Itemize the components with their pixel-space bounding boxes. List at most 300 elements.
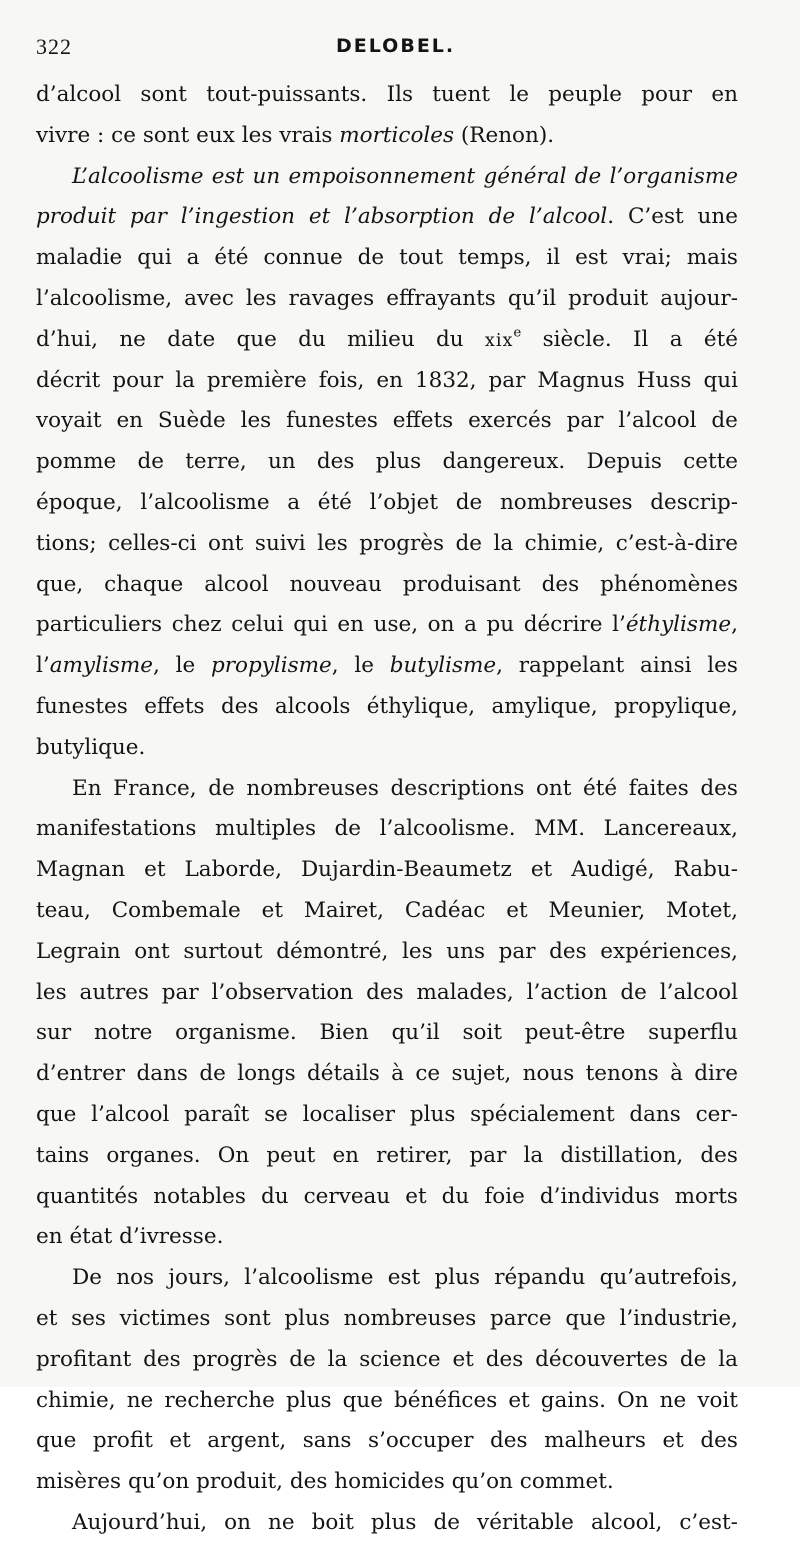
word: décrire (523, 612, 603, 638)
word: les (241, 122, 273, 148)
word: le (509, 82, 529, 107)
text-line (36, 1340, 738, 1381)
word: de (455, 530, 483, 556)
word: profitant (36, 1346, 132, 1372)
word: c’est-à-dire (615, 530, 738, 556)
word: de (711, 408, 738, 434)
word: l’ingestion (180, 204, 295, 230)
text-line (36, 1013, 738, 1054)
word: sujet, (451, 1061, 512, 1087)
word: de (620, 979, 647, 1005)
word: des (143, 1346, 181, 1372)
word: victimes (119, 1305, 211, 1331)
word: longs (237, 1061, 296, 1087)
word: gains. (540, 1387, 606, 1413)
word: vivre (36, 122, 91, 148)
word: en (36, 1224, 63, 1250)
text-line (36, 728, 738, 769)
word: qu’on (127, 1469, 190, 1495)
word: parce (490, 1305, 552, 1331)
word: que (36, 1101, 77, 1127)
word: Audigé, (571, 857, 655, 883)
word: plus (285, 1387, 332, 1413)
word: et (405, 1183, 427, 1209)
word: des (220, 693, 259, 719)
word: on (427, 612, 455, 638)
word: quantités (36, 1183, 139, 1209)
word: des (700, 1142, 738, 1168)
word: l’alcoolisme (244, 1265, 374, 1291)
word: ainsi (640, 653, 692, 679)
word: butylique. (36, 734, 146, 760)
word: plus (375, 449, 422, 475)
word: que (342, 1387, 383, 1413)
word: les (245, 285, 277, 311)
text-line (36, 1299, 738, 1340)
word: produit, (196, 1469, 284, 1495)
word: l’alcoolisme, (36, 285, 173, 311)
word: l’action (526, 979, 608, 1005)
word: d’hui, (36, 326, 99, 352)
word: l’organisme (609, 163, 738, 189)
text-line (36, 1462, 738, 1503)
word: l’objet (369, 489, 439, 515)
word: alcools (274, 693, 351, 719)
word: tains (36, 1142, 90, 1168)
word: Dujardin-Beaumetz (300, 857, 512, 883)
word: la (327, 1346, 348, 1372)
word: par (130, 204, 167, 230)
word: des (490, 1428, 528, 1454)
text-line (36, 401, 738, 442)
word: des (485, 1346, 524, 1372)
word: ont (535, 775, 572, 801)
word: dans (136, 1061, 188, 1087)
word: Depuis (586, 449, 662, 475)
word: et (530, 857, 553, 883)
word: tuent (432, 82, 490, 107)
word: sont (224, 1305, 271, 1331)
word: amylique, (491, 693, 598, 719)
word: qu’il (391, 1020, 440, 1046)
word: des (366, 979, 404, 1005)
word: notre (93, 1020, 153, 1046)
word: plus (284, 1305, 330, 1331)
word: peuple (548, 82, 622, 107)
word: à (670, 1061, 683, 1087)
word: nombreuses (499, 489, 633, 515)
word: suivi (254, 530, 306, 556)
word: temps, (458, 245, 532, 271)
word: et (36, 1305, 58, 1331)
text-line (36, 973, 738, 1014)
word: empoisonnement (288, 163, 476, 189)
word: effrayants (386, 285, 496, 311)
word: des (541, 571, 580, 597)
page-number: 322 (36, 34, 72, 59)
word: et (662, 1428, 684, 1454)
word: xix$^e$ (484, 325, 522, 351)
word: argent, (207, 1428, 287, 1454)
text-line (36, 1177, 738, 1218)
word: funestes (36, 693, 128, 719)
word: que (36, 1428, 77, 1454)
word: chez (171, 612, 222, 638)
word: de (433, 1509, 460, 1535)
word: de (488, 204, 516, 230)
word: de (679, 1346, 707, 1372)
word: d’individus (539, 1183, 660, 1209)
word: spécialement (470, 1101, 615, 1127)
word: De (72, 1265, 102, 1291)
text-line (36, 809, 738, 850)
word: d’alcool (36, 82, 122, 107)
word: qui (293, 612, 328, 638)
word: de (199, 1061, 226, 1087)
word: voyait (36, 408, 102, 434)
word: superflu (648, 1020, 738, 1046)
word: effets (144, 693, 205, 719)
word: en (332, 1142, 360, 1168)
word: été (583, 775, 618, 801)
word: été (317, 489, 352, 515)
word: de (208, 775, 235, 801)
word: de (137, 449, 164, 475)
word: ce (111, 122, 136, 148)
body-text (36, 75, 738, 1544)
text-line (36, 687, 738, 728)
word: ce (415, 1061, 441, 1087)
word: peut (266, 1142, 316, 1168)
word: à (391, 1061, 404, 1087)
word: véritable (477, 1509, 574, 1535)
word: l’alcool (659, 979, 738, 1005)
word: par (161, 979, 199, 1005)
word: des (289, 1469, 328, 1495)
word: le (354, 653, 375, 679)
word: nos (116, 1265, 155, 1291)
word: du (260, 1183, 289, 1209)
word: en (116, 408, 144, 434)
word: Il (633, 326, 649, 352)
word: ravages (288, 285, 375, 311)
word: vrais (279, 122, 333, 148)
text-line (36, 524, 738, 565)
word: notables (153, 1183, 246, 1209)
word: la (175, 367, 195, 393)
word: et (144, 857, 166, 883)
word: c’est- (679, 1509, 738, 1535)
word: a (464, 612, 477, 638)
text-line (36, 75, 738, 116)
word: nombreuses (343, 1305, 477, 1331)
text-line (36, 605, 738, 646)
word: (Renon). (460, 122, 555, 148)
word: pour (641, 82, 693, 107)
word: a (669, 326, 683, 352)
word: funestes (286, 408, 378, 434)
word: L’alcoolisme (72, 163, 204, 189)
word: siècle. (542, 326, 612, 352)
word: l’alcool. (529, 204, 615, 230)
word: dans (629, 1101, 681, 1127)
word: Legrain (36, 938, 121, 964)
word: par (498, 938, 536, 964)
word: par (469, 1142, 507, 1168)
word: et (169, 1428, 191, 1454)
word: se (264, 1101, 288, 1127)
word: par (566, 408, 604, 434)
word: aujour- (660, 285, 738, 311)
word: été (214, 245, 249, 271)
word: On (617, 1387, 649, 1413)
word: sont (140, 82, 187, 107)
word: Cadéac (404, 897, 486, 923)
word: du (298, 326, 326, 352)
word: 1832, (414, 367, 477, 393)
text-line (36, 442, 738, 483)
word: descriptions (390, 775, 525, 801)
text-line (36, 1217, 738, 1258)
word: Combemale (111, 897, 241, 923)
text-line (36, 646, 738, 687)
page-header (36, 30, 760, 64)
word: Laborde, (184, 857, 282, 883)
word: descrip- (650, 489, 738, 515)
text-line (36, 197, 738, 238)
word: le (175, 653, 196, 679)
word: tions; (36, 530, 97, 556)
text-line (36, 116, 738, 157)
word: plus (409, 1101, 456, 1127)
word: la (493, 530, 514, 556)
word: malades, (416, 979, 514, 1005)
word: paraît (184, 1101, 250, 1127)
word: science (359, 1346, 441, 1372)
word: expériences, (600, 938, 738, 964)
word: et (308, 204, 331, 230)
word: et (452, 1346, 474, 1372)
running-head: DELOBEL. (336, 35, 456, 57)
word: une (697, 204, 738, 230)
word: pour (112, 367, 164, 393)
word: milieu (347, 326, 415, 352)
word: dangereux. (442, 449, 566, 475)
word: progrès (359, 530, 445, 556)
word: l’alcool (618, 408, 697, 434)
word: nouveau (289, 571, 382, 597)
word: ont (208, 530, 244, 556)
word: les (317, 530, 348, 556)
text-line (36, 320, 738, 361)
text-line (36, 891, 738, 932)
word: pu (486, 612, 515, 638)
word: localiser (302, 1101, 396, 1127)
word: Magnus (537, 367, 625, 393)
word: tout (399, 245, 444, 271)
word: par (488, 367, 526, 393)
word: organes. (106, 1142, 201, 1168)
word: du (435, 326, 464, 352)
word: détails (307, 1061, 380, 1087)
word: En (72, 775, 102, 801)
word: l’alcoolisme. (379, 816, 516, 842)
word: Huss (636, 367, 692, 393)
word: Aujourd’hui, (72, 1509, 208, 1535)
word: bénéfices (394, 1387, 498, 1413)
word: misères (36, 1469, 122, 1495)
word: d’entrer (36, 1061, 126, 1087)
word: il (546, 245, 561, 271)
word: tout-puissants. (206, 82, 368, 107)
text-line (36, 1136, 738, 1177)
word: qui (137, 245, 172, 271)
word: propylique, (614, 693, 738, 719)
word: France, (113, 775, 197, 801)
word: : (97, 122, 105, 148)
word: l’alcool (91, 1101, 170, 1127)
word: chimie, (524, 530, 605, 556)
word: l’absorption (344, 204, 475, 230)
word: que, (36, 571, 84, 597)
word: Suède (157, 408, 226, 434)
word: démontré, (276, 938, 389, 964)
word: eux (196, 122, 235, 148)
word: sur (36, 1020, 72, 1046)
word: est (387, 1265, 421, 1291)
word: propylisme, (210, 653, 339, 679)
word: multiples (214, 816, 317, 842)
word: en (337, 612, 364, 638)
text-line (36, 1054, 738, 1095)
word: date (167, 326, 216, 352)
text-line (36, 238, 738, 279)
word: des (700, 1428, 738, 1454)
word: ne (126, 1387, 154, 1413)
word: recherche (164, 1387, 275, 1413)
word: Motet, (666, 897, 738, 923)
word: surtout (183, 938, 263, 964)
text-line (36, 1421, 738, 1462)
word: butylisme, (389, 653, 503, 679)
word: morts (674, 1183, 738, 1209)
word: terre, (185, 449, 247, 475)
word: l’industrie, (619, 1305, 738, 1331)
word: des (316, 449, 355, 475)
word: foie (484, 1183, 525, 1209)
word: qu’on (451, 1469, 513, 1495)
word: On (217, 1142, 250, 1168)
word: Bien (319, 1020, 369, 1046)
word: de (334, 816, 362, 842)
word: ne (119, 326, 146, 352)
word: particuliers (36, 612, 163, 638)
word: morticoles (339, 122, 455, 148)
word: d’ivresse. (119, 1224, 224, 1250)
word: nombreuses (246, 775, 379, 801)
word: des (549, 938, 587, 964)
word: en (376, 367, 403, 393)
word: cer- (695, 1101, 738, 1127)
word: les (401, 938, 433, 964)
word: découvertes (535, 1346, 669, 1372)
word: ont (134, 938, 170, 964)
word: l’amylisme, (36, 653, 160, 679)
word: MM. (534, 816, 586, 842)
word: qu’il (507, 285, 557, 311)
word: du (441, 1183, 470, 1209)
word: a (186, 245, 200, 271)
word: produit (36, 204, 117, 230)
word: et (508, 1387, 530, 1413)
word: que (565, 1305, 606, 1331)
word: manifestations (36, 816, 197, 842)
word: l’observation (211, 979, 354, 1005)
word: on (224, 1509, 251, 1535)
word: Ils (386, 82, 413, 107)
word: profit (92, 1428, 153, 1454)
word: l’éthylisme, (612, 612, 738, 638)
text-line (36, 565, 738, 606)
word: phénomènes (600, 571, 738, 597)
word: et (506, 897, 528, 923)
word: faites (628, 775, 689, 801)
word: la (523, 1142, 544, 1168)
text-line (36, 483, 738, 524)
word: produit (568, 285, 649, 311)
word: Rabu- (673, 857, 738, 883)
word: plus (370, 1509, 417, 1535)
word: homicides (334, 1469, 445, 1495)
word: Mairet, (303, 897, 384, 923)
word: Lancereaux, (603, 816, 738, 842)
word: époque, (36, 489, 123, 515)
word: maladie (36, 245, 123, 271)
word: celles-ci (108, 530, 197, 556)
word: peut-être (524, 1020, 626, 1046)
word: l’alcoolisme (140, 489, 270, 515)
text-line (36, 279, 738, 320)
word: alcool, (590, 1509, 663, 1535)
word: C’est (627, 204, 684, 230)
text-line (36, 1095, 738, 1136)
word: de (574, 163, 602, 189)
word: est (575, 245, 608, 271)
word: ne (268, 1509, 295, 1535)
word: rappelant (518, 653, 625, 679)
word: les (240, 408, 272, 434)
word: un (252, 163, 281, 189)
word: décrit (36, 367, 101, 393)
word: produisant (402, 571, 521, 597)
word: chimie, (36, 1387, 116, 1413)
word: autres (79, 979, 149, 1005)
word: uns (446, 938, 485, 964)
word: ne (659, 1387, 687, 1413)
word: état (69, 1224, 113, 1250)
word: répandu (494, 1265, 586, 1291)
text-line (36, 1258, 738, 1299)
word: Magnan (36, 857, 126, 883)
word: vrai; (622, 245, 672, 271)
word: use, (373, 612, 419, 638)
word: cerveau (303, 1183, 391, 1209)
word: celui (231, 612, 284, 638)
word: organisme. (175, 1020, 297, 1046)
word: mais (686, 245, 738, 271)
word: alcool (204, 571, 269, 597)
word: des (700, 775, 738, 801)
